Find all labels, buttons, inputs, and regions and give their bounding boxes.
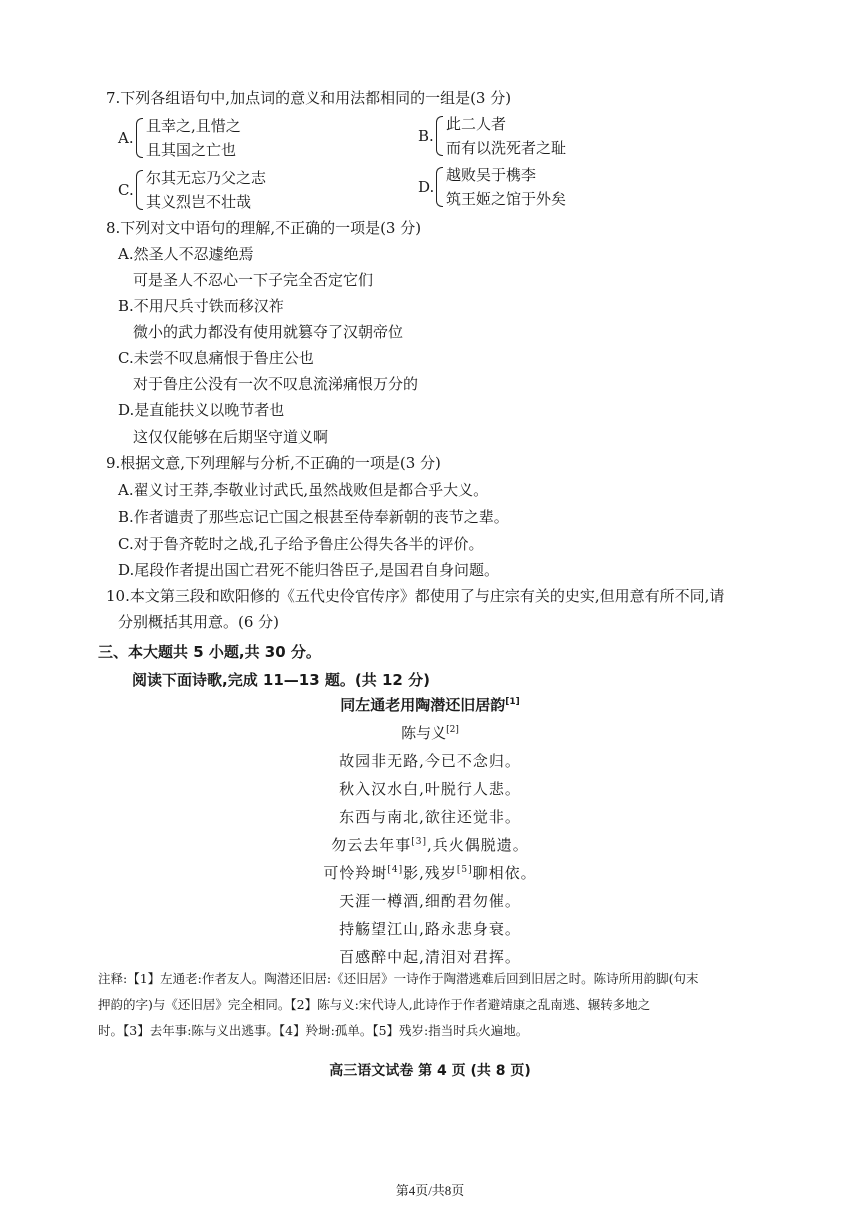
poem-line: 故园非无路,今已不念归。 <box>339 752 521 770</box>
option-line: 而有以洗死者之耻 <box>446 139 567 157</box>
option-line: 且幸之,且惜之 <box>146 117 241 135</box>
q7-stem: 7.下列各组语句中,加点词的意义和用法都相同的一组是(3 分) <box>106 89 512 107</box>
q10-stem-cont: 分别概括其用意。(6 分) <box>118 613 280 631</box>
brace-icon <box>436 167 443 207</box>
q9-option-b: B.作者谴责了那些忘记亡国之根甚至侍奉新朝的丧节之辈。 <box>118 508 509 526</box>
poem-title-text: 同左通老用陶潜还旧居韵 <box>340 696 506 714</box>
footnote-marker: [3] <box>411 837 427 847</box>
poem-line: 秋入汉水白,叶脱行人悲。 <box>339 780 521 798</box>
q9-option-d: D.尾段作者提出国亡君死不能归咎臣子,是国君自身问题。 <box>118 561 500 579</box>
brace-icon <box>436 116 443 156</box>
option-letter: D. <box>418 178 435 196</box>
q8-option-a-explanation: 可是圣人不忍心一下子完全否定它们 <box>133 271 374 289</box>
poem-line: 东西与南北,欲往还觉非。 <box>339 808 521 826</box>
option-line: 尔其无忘乃父之志 <box>146 169 267 187</box>
brace-icon <box>136 118 143 158</box>
notes-line: 注释:【1】左通老:作者友人。陶潜还旧居:《还旧居》一诗作于陶潜逃难后回到旧居之时。陈诗所用韵脚(句末 <box>98 971 699 986</box>
brace-icon <box>136 170 143 210</box>
option-letter: A. <box>118 129 134 147</box>
q10-stem: 10.本文第三段和欧阳修的《五代史伶官传序》都使用了与庄宗有关的史实,但用意有所不同,请 <box>106 587 725 605</box>
option-line: 此二人者 <box>446 115 507 133</box>
q8-option-b-explanation: 微小的武力都没有使用就篡夺了汉朝帝位 <box>133 323 404 341</box>
option-letter: B. <box>418 127 434 145</box>
footnote-marker: [1] <box>505 697 520 707</box>
poem-line-text: 聊相依。 <box>472 864 537 882</box>
q9-stem: 9.根据文意,下列理解与分析,不正确的一项是(3 分) <box>106 454 441 472</box>
option-line: 其义烈岂不壮哉 <box>146 193 252 211</box>
section-intro: 阅读下面诗歌,完成 11—13 题。(共 12 分) <box>132 671 430 689</box>
q8-option-c-explanation: 对于鲁庄公没有一次不叹息流涕痛恨万分的 <box>133 375 419 393</box>
option-line: 筑王姬之馆于外矣 <box>446 190 567 208</box>
poem-line <box>0 862 860 883</box>
footnote-marker: [2] <box>446 725 459 735</box>
notes-line: 时。【3】去年事:陈与义出逃事。【4】羚埘:孤单。【5】残岁:指当时兵火遍地。 <box>98 1023 529 1038</box>
poem-author <box>0 722 860 743</box>
page-counter: 第4页/共8页 <box>395 1183 465 1198</box>
q8-option-c: C.未尝不叹息痛恨于鲁庄公也 <box>118 349 314 367</box>
q8-option-d-explanation: 这仅仅能够在后期坚守道义啊 <box>133 428 329 446</box>
section-heading: 三、本大题共 5 小题,共 30 分。 <box>98 643 321 661</box>
footnote-marker: [5] <box>456 865 473 875</box>
poem-line-text: 可怜羚埘 <box>323 864 388 882</box>
poem-line-text: 勿云去年事 <box>331 836 412 854</box>
q9-option-c: C.对于鲁齐乾时之战,孔子给予鲁庄公得失各半的评价。 <box>118 535 484 553</box>
poem-line: 持觞望江山,路永悲身衰。 <box>339 920 521 938</box>
footnote-marker: [4] <box>387 865 404 875</box>
poem-line: 百感醉中起,清泪对君挥。 <box>339 948 521 966</box>
poem-title <box>0 694 860 715</box>
page-footer: 高三语文试卷 第 4 页 (共 8 页) <box>329 1063 531 1079</box>
q8-option-b: B.不用尺兵寸铁而移汉祚 <box>118 297 284 315</box>
q8-option-d: D.是直能扶义以晚节者也 <box>118 401 285 419</box>
q8-option-a: A.然圣人不忍遽绝焉 <box>118 245 254 263</box>
notes-line: 押韵的字)与《还旧居》完全相同。【2】陈与义:宋代诗人,此诗作于作者避靖康之乱南逃、辗转多地之 <box>98 997 651 1012</box>
poem-line-text: 影,残岁 <box>403 864 457 882</box>
poem-author-text: 陈与义 <box>401 724 447 742</box>
q8-stem: 8.下列对文中语句的理解,不正确的一项是(3 分) <box>106 219 422 237</box>
option-letter: C. <box>118 181 134 199</box>
poem-line: 天涯一樽酒,细酌君勿催。 <box>339 892 521 910</box>
option-line: 越败吴于槜李 <box>446 166 537 184</box>
q9-option-a: A.翟义讨王莽,李敬业讨武氏,虽然战败但是都合乎大义。 <box>118 481 489 499</box>
poem-line <box>0 834 860 855</box>
option-line: 且其国之亡也 <box>146 141 237 159</box>
poem-line-text: ,兵火偶脱遗。 <box>426 836 529 854</box>
